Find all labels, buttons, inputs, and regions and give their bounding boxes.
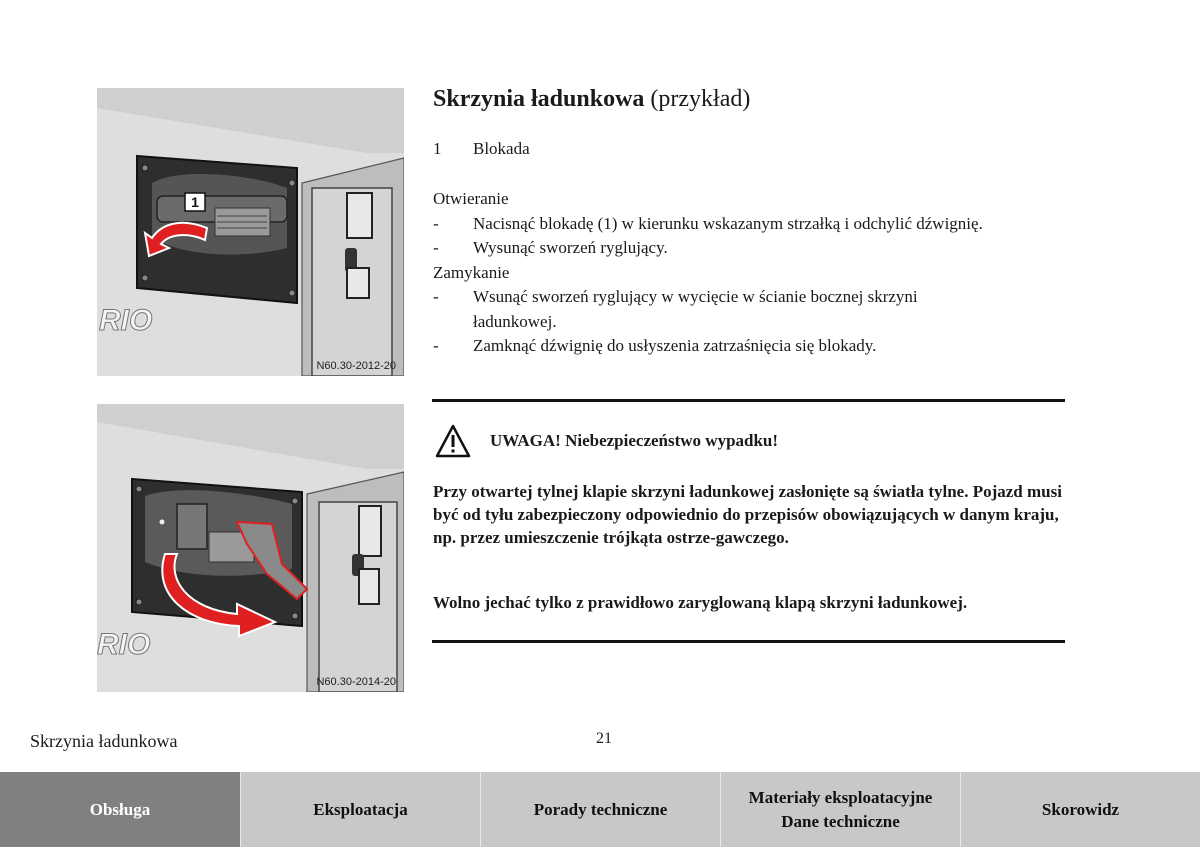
instructions <box>433 187 1073 359</box>
figure-tailgate-lock-open <box>97 88 404 376</box>
warning-triangle-icon <box>435 424 471 458</box>
tab-materialy-dane[interactable] <box>720 772 960 847</box>
tab-porady-techniczne[interactable] <box>480 772 720 847</box>
list-dash: - <box>433 213 439 233</box>
opening-step: Wysunąć sworzeń ryglujący. <box>473 238 668 257</box>
tab-label: Obsługa <box>89 799 151 819</box>
list-item <box>433 236 1073 261</box>
warning-paragraph: Przy otwartej tylnej klapie skrzyni ładunkowej zasłonięte są światła tylne. Pojazd musi być od tyłu zabezpieczony odpowiednio do przepisów obowiązujących w danym kraju, np. przez umieszczenie trójkąta ostrze-gawczego. <box>433 482 1062 547</box>
closing-step: Zamknąć dźwignię do usłyszenia zatrzaśnięcia się blokady. <box>473 336 877 355</box>
figure-tailgate-lock-close <box>97 404 404 692</box>
warning-title: UWAGA! Niebezpieczeństwo wypadku! <box>490 431 779 450</box>
callout-number: 1 <box>191 194 199 210</box>
list-dash: - <box>433 287 439 306</box>
tailgate-lock-illustration <box>97 404 404 692</box>
warning-top-rule <box>432 399 1065 402</box>
section-title-normal: (przykład) <box>650 86 751 112</box>
tab-eksploatacja[interactable] <box>240 772 480 847</box>
closing-heading: Zamykanie <box>433 262 510 282</box>
legend-label: Blokada <box>473 139 530 158</box>
tailgate-lock-illustration <box>97 88 404 376</box>
figure-code: N60.30-2012-20 <box>316 360 396 372</box>
opening-heading: Otwieranie <box>433 189 509 208</box>
tab-obsluga[interactable] <box>0 772 240 847</box>
tab-label: Porady techniczne <box>533 799 668 819</box>
closing-step: Wsunąć sworzeń ryglujący w wycięcie w ścianie bocznej skrzyni ładunkowej. <box>473 287 918 331</box>
vehicle-badge: RIO <box>99 304 153 337</box>
footer-section-label: Skrzynia ładunkowa <box>30 731 178 751</box>
list-item <box>433 285 1073 334</box>
opening-step: Nacisnąć blokadę (1) w kierunku wskazanym strzałką i odchylić dźwignię. <box>473 213 983 233</box>
section-title <box>433 86 750 113</box>
figure-legend <box>433 139 530 159</box>
legend-number: 1 <box>433 139 442 158</box>
warning-bottom-rule <box>432 640 1065 643</box>
warning-header <box>435 424 778 458</box>
list-dash: - <box>433 336 439 355</box>
list-dash: - <box>433 238 439 257</box>
list-item <box>433 212 1073 237</box>
tab-label-line1: Materiały eksploatacyjne <box>748 787 933 807</box>
tab-label: Eksploatacja <box>313 799 408 819</box>
warning-paragraph: Wolno jechać tylko z prawidłowo zaryglowaną klapą skrzyni ładunkowej. <box>433 593 968 612</box>
tab-label: Skorowidz <box>1041 799 1120 819</box>
page-number: 21 <box>596 730 612 747</box>
figure-code: N60.30-2014-20 <box>316 676 396 688</box>
bottom-tab-bar <box>0 772 1200 847</box>
tab-skorowidz[interactable] <box>960 772 1200 847</box>
section-title-bold: Skrzynia ładunkowa <box>433 86 645 112</box>
list-item <box>433 334 1073 359</box>
vehicle-badge: RIO <box>97 628 151 661</box>
tab-label-line2: Dane techniczne <box>781 811 900 831</box>
